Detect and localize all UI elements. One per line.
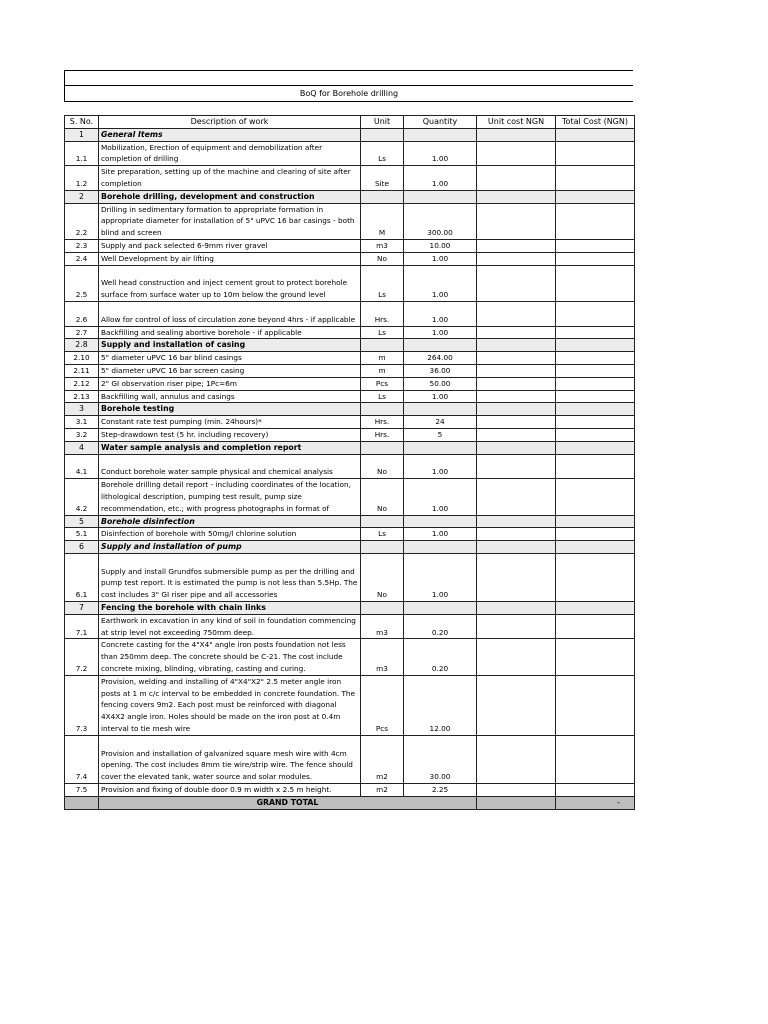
boq-table	[64, 115, 635, 810]
row-total-cost	[556, 614, 635, 639]
row-description: Earthwork in excavation in any kind of soil in foundation commencing at strip level not exceeding 750mm deep.	[99, 614, 361, 639]
row-unit-cost	[477, 377, 556, 390]
table-row	[65, 784, 635, 797]
boq-sheet	[64, 70, 633, 810]
row-sno: 2.8	[65, 339, 99, 352]
row-quantity: 1.00	[404, 166, 477, 191]
row-unit-cost	[477, 265, 556, 301]
row-quantity: 300.00	[404, 203, 477, 239]
row-quantity: 2.25	[404, 784, 477, 797]
row-total-cost	[556, 602, 635, 615]
row-unit: Pcs	[361, 377, 404, 390]
row-unit-cost	[477, 528, 556, 541]
row-sno: 2.5	[65, 265, 99, 301]
row-sno: 7.1	[65, 614, 99, 639]
row-description: Provision and fixing of double door 0.9 m width x 2.5 m height.	[99, 784, 361, 797]
row-sno: 2	[65, 190, 99, 203]
row-total-cost	[556, 301, 635, 326]
table-row	[65, 252, 635, 265]
row-unit	[361, 441, 404, 454]
row-quantity	[404, 602, 477, 615]
header-sno: S. No.	[65, 116, 99, 129]
row-sno: 1.2	[65, 166, 99, 191]
table-row	[65, 239, 635, 252]
row-total-cost	[556, 416, 635, 429]
grand-total-value: -	[556, 796, 635, 809]
row-unit-cost	[477, 479, 556, 515]
header-row	[65, 116, 635, 129]
row-unit: Ls	[361, 265, 404, 301]
row-description: Mobilization, Erection of equipment and demobilization after completion of drilling	[99, 141, 361, 166]
row-description: Borehole disinfection	[99, 515, 361, 528]
row-unit-cost	[477, 541, 556, 554]
row-unit: m3	[361, 639, 404, 675]
row-unit-cost	[477, 352, 556, 365]
row-sno: 6.1	[65, 553, 99, 601]
row-total-cost	[556, 403, 635, 416]
grand-total-blank	[65, 796, 99, 809]
table-row	[65, 390, 635, 403]
row-unit: Ls	[361, 141, 404, 166]
row-total-cost	[556, 784, 635, 797]
row-unit: No	[361, 252, 404, 265]
row-quantity: 1.00	[404, 141, 477, 166]
row-unit: M	[361, 203, 404, 239]
row-quantity	[404, 403, 477, 416]
row-description: Constant rate test pumping (min. 24hours)*	[99, 416, 361, 429]
table-row	[65, 377, 635, 390]
row-quantity: 1.00	[404, 528, 477, 541]
row-total-cost	[556, 364, 635, 377]
row-unit-cost	[477, 190, 556, 203]
section-row	[65, 339, 635, 352]
table-row	[65, 553, 635, 601]
row-total-cost	[556, 441, 635, 454]
row-sno: 4.1	[65, 454, 99, 479]
row-description: Allow for control of loss of circulation zone beyond 4hrs - if applicable	[99, 301, 361, 326]
row-quantity: 5	[404, 428, 477, 441]
section-row	[65, 602, 635, 615]
row-sno: 7.4	[65, 735, 99, 783]
table-row	[65, 265, 635, 301]
grand-total-blank-2	[477, 796, 556, 809]
row-description: Conduct borehole water sample physical and chemical analysis	[99, 454, 361, 479]
row-sno: 1	[65, 128, 99, 141]
row-unit-cost	[477, 239, 556, 252]
row-description: Well Development by air lifting	[99, 252, 361, 265]
table-row	[65, 614, 635, 639]
row-sno: 6	[65, 541, 99, 554]
row-total-cost	[556, 390, 635, 403]
row-sno: 3.1	[65, 416, 99, 429]
row-unit: m2	[361, 784, 404, 797]
row-description: Drilling in sedimentary formation to appropriate formation in appropriate diameter for installation of 5" uPVC 16 bar casings - both blind and screen	[99, 203, 361, 239]
row-unit-cost	[477, 515, 556, 528]
row-unit: No	[361, 553, 404, 601]
header-unit-cost: Unit cost NGN	[477, 116, 556, 129]
row-unit-cost	[477, 364, 556, 377]
row-quantity	[404, 441, 477, 454]
row-quantity: 1.00	[404, 390, 477, 403]
section-row	[65, 190, 635, 203]
row-description: Provision, welding and installing of 4"X4"X2" 2.5 meter angle iron posts at 1 m c/c interval to be embedded in concrete foundation. The fencing covers 9m2. Each post must be reinforced with diagonal 4X4X2 angle iron. Holes should be made on the iron post at 0.4m interval to tie mesh wire	[99, 675, 361, 735]
row-quantity	[404, 541, 477, 554]
row-unit-cost	[477, 553, 556, 601]
row-description: Supply and installation of pump	[99, 541, 361, 554]
row-sno: 2.12	[65, 377, 99, 390]
row-unit: m2	[361, 735, 404, 783]
row-quantity: 12.00	[404, 675, 477, 735]
row-total-cost	[556, 541, 635, 554]
row-unit-cost	[477, 252, 556, 265]
row-total-cost	[556, 553, 635, 601]
row-total-cost	[556, 377, 635, 390]
row-unit	[361, 541, 404, 554]
row-unit-cost	[477, 614, 556, 639]
row-unit-cost	[477, 141, 556, 166]
row-unit: m	[361, 352, 404, 365]
row-unit: m	[361, 364, 404, 377]
header-total-cost: Total Cost (NGN)	[556, 116, 635, 129]
table-row	[65, 352, 635, 365]
row-unit-cost	[477, 390, 556, 403]
row-unit-cost	[477, 602, 556, 615]
row-description: Borehole testing	[99, 403, 361, 416]
row-quantity: 1.00	[404, 301, 477, 326]
row-unit-cost	[477, 639, 556, 675]
row-unit-cost	[477, 166, 556, 191]
row-unit: Site	[361, 166, 404, 191]
section-row	[65, 515, 635, 528]
row-unit-cost	[477, 339, 556, 352]
header-quantity: Quantity	[404, 116, 477, 129]
row-unit-cost	[477, 675, 556, 735]
row-sno: 2.2	[65, 203, 99, 239]
row-description: Supply and install Grundfos submersible pump as per the drilling and pump test report. It is estimated the pump is not less than 5.5Hp. The cost includes 3" GI riser pipe and all accessories	[99, 553, 361, 601]
row-unit: Pcs	[361, 675, 404, 735]
table-row	[65, 735, 635, 783]
row-description: Concrete casting for the 4"X4" angle iron posts foundation not less than 250mm deep. The concrete should be C-21. The cost include concrete mixing, blinding, vibrating, casting and curing.	[99, 639, 361, 675]
row-sno: 4.2	[65, 479, 99, 515]
row-sno: 3	[65, 403, 99, 416]
row-description: Well head construction and inject cement grout to protect borehole surface from surface water up to 10m below the ground level	[99, 265, 361, 301]
section-row	[65, 541, 635, 554]
row-unit-cost	[477, 784, 556, 797]
table-row	[65, 326, 635, 339]
row-sno: 5	[65, 515, 99, 528]
header-description: Description of work	[99, 116, 361, 129]
row-total-cost	[556, 203, 635, 239]
row-description: Site preparation, setting up of the machine and clearing of site after completion	[99, 166, 361, 191]
row-quantity: 264.00	[404, 352, 477, 365]
row-unit	[361, 339, 404, 352]
row-quantity: 1.00	[404, 479, 477, 515]
row-unit: Ls	[361, 528, 404, 541]
table-row	[65, 166, 635, 191]
row-quantity: 1.00	[404, 326, 477, 339]
row-quantity	[404, 190, 477, 203]
row-unit: No	[361, 454, 404, 479]
row-unit-cost	[477, 326, 556, 339]
row-quantity: 1.00	[404, 454, 477, 479]
row-unit-cost	[477, 735, 556, 783]
row-total-cost	[556, 252, 635, 265]
row-description: 5" diameter uPVC 16 bar screen casing	[99, 364, 361, 377]
row-sno: 2.6	[65, 301, 99, 326]
row-description: Supply and installation of casing	[99, 339, 361, 352]
row-unit	[361, 403, 404, 416]
row-description: Supply and pack selected 6-9mm river gravel	[99, 239, 361, 252]
table-row	[65, 528, 635, 541]
table-row	[65, 428, 635, 441]
table-row	[65, 364, 635, 377]
row-quantity: 0.20	[404, 614, 477, 639]
row-total-cost	[556, 190, 635, 203]
row-unit	[361, 128, 404, 141]
row-total-cost	[556, 265, 635, 301]
row-total-cost	[556, 675, 635, 735]
row-total-cost	[556, 339, 635, 352]
row-total-cost	[556, 352, 635, 365]
row-total-cost	[556, 528, 635, 541]
row-sno: 4	[65, 441, 99, 454]
row-sno: 3.2	[65, 428, 99, 441]
row-quantity: 36.00	[404, 364, 477, 377]
row-quantity: 10.00	[404, 239, 477, 252]
document-title: BoQ for Borehole drilling	[64, 86, 633, 102]
row-quantity	[404, 339, 477, 352]
boq-body	[65, 128, 635, 796]
row-description: Disinfection of borehole with 50mg/l chlorine solution	[99, 528, 361, 541]
section-row	[65, 441, 635, 454]
row-total-cost	[556, 454, 635, 479]
row-total-cost	[556, 239, 635, 252]
table-row	[65, 301, 635, 326]
table-row	[65, 675, 635, 735]
row-unit: Ls	[361, 326, 404, 339]
table-row	[65, 479, 635, 515]
row-description: 2" GI observation riser pipe; 1Pc=6m	[99, 377, 361, 390]
section-row	[65, 403, 635, 416]
row-total-cost	[556, 141, 635, 166]
row-unit-cost	[477, 203, 556, 239]
row-quantity: 1.00	[404, 265, 477, 301]
row-quantity	[404, 515, 477, 528]
row-description: Provision and installation of galvanized square mesh wire with 4cm opening. The cost includes 8mm tie wire/strip wire. The fence should cover the elevated tank, water source and solar modules.	[99, 735, 361, 783]
table-row	[65, 639, 635, 675]
row-unit: m3	[361, 614, 404, 639]
row-total-cost	[556, 479, 635, 515]
table-row	[65, 141, 635, 166]
row-unit	[361, 602, 404, 615]
row-description: General Items	[99, 128, 361, 141]
row-sno: 7.5	[65, 784, 99, 797]
row-unit-cost	[477, 128, 556, 141]
row-unit: Hrs.	[361, 428, 404, 441]
row-sno: 7.3	[65, 675, 99, 735]
row-unit	[361, 515, 404, 528]
row-description: Step-drawdown test (5 hr. including recovery)	[99, 428, 361, 441]
row-sno: 7.2	[65, 639, 99, 675]
top-empty-cell	[64, 70, 633, 86]
row-unit-cost	[477, 454, 556, 479]
table-row	[65, 454, 635, 479]
row-total-cost	[556, 326, 635, 339]
grand-total-row	[65, 796, 635, 809]
row-sno: 2.11	[65, 364, 99, 377]
row-unit: No	[361, 479, 404, 515]
row-unit-cost	[477, 416, 556, 429]
row-quantity: 0.20	[404, 639, 477, 675]
row-sno: 7	[65, 602, 99, 615]
row-unit-cost	[477, 301, 556, 326]
table-row	[65, 203, 635, 239]
row-sno: 2.3	[65, 239, 99, 252]
table-row	[65, 416, 635, 429]
row-description: Backfilling and sealing abortive borehole - if applicable	[99, 326, 361, 339]
row-description: Borehole drilling, development and construction	[99, 190, 361, 203]
row-sno: 2.7	[65, 326, 99, 339]
row-unit: Hrs.	[361, 416, 404, 429]
row-sno: 2.10	[65, 352, 99, 365]
row-total-cost	[556, 128, 635, 141]
row-unit	[361, 190, 404, 203]
row-total-cost	[556, 428, 635, 441]
row-quantity	[404, 128, 477, 141]
row-total-cost	[556, 639, 635, 675]
row-quantity: 30.00	[404, 735, 477, 783]
row-sno: 1.1	[65, 141, 99, 166]
row-sno: 2.4	[65, 252, 99, 265]
row-quantity: 1.00	[404, 252, 477, 265]
row-unit-cost	[477, 441, 556, 454]
section-row	[65, 128, 635, 141]
row-description: Fencing the borehole with chain links	[99, 602, 361, 615]
row-sno: 2.13	[65, 390, 99, 403]
row-unit: Ls	[361, 390, 404, 403]
row-unit-cost	[477, 428, 556, 441]
row-total-cost	[556, 735, 635, 783]
row-unit-cost	[477, 403, 556, 416]
row-quantity: 1.00	[404, 553, 477, 601]
row-unit: Hrs.	[361, 301, 404, 326]
row-description: Water sample analysis and completion report	[99, 441, 361, 454]
row-sno: 5.1	[65, 528, 99, 541]
row-unit: m3	[361, 239, 404, 252]
row-description: 5" diameter uPVC 16 bar blind casings	[99, 352, 361, 365]
row-quantity: 24	[404, 416, 477, 429]
row-total-cost	[556, 515, 635, 528]
header-unit: Unit	[361, 116, 404, 129]
grand-total-label: GRAND TOTAL	[99, 796, 477, 809]
row-quantity: 50.00	[404, 377, 477, 390]
row-description: Backfilling wall, annulus and casings	[99, 390, 361, 403]
row-total-cost	[556, 166, 635, 191]
row-description: Borehole drilling detail report - including coordinates of the location, lithological description, pumping test result, pump size recommendation, etc.; with progress photographs in format of	[99, 479, 361, 515]
